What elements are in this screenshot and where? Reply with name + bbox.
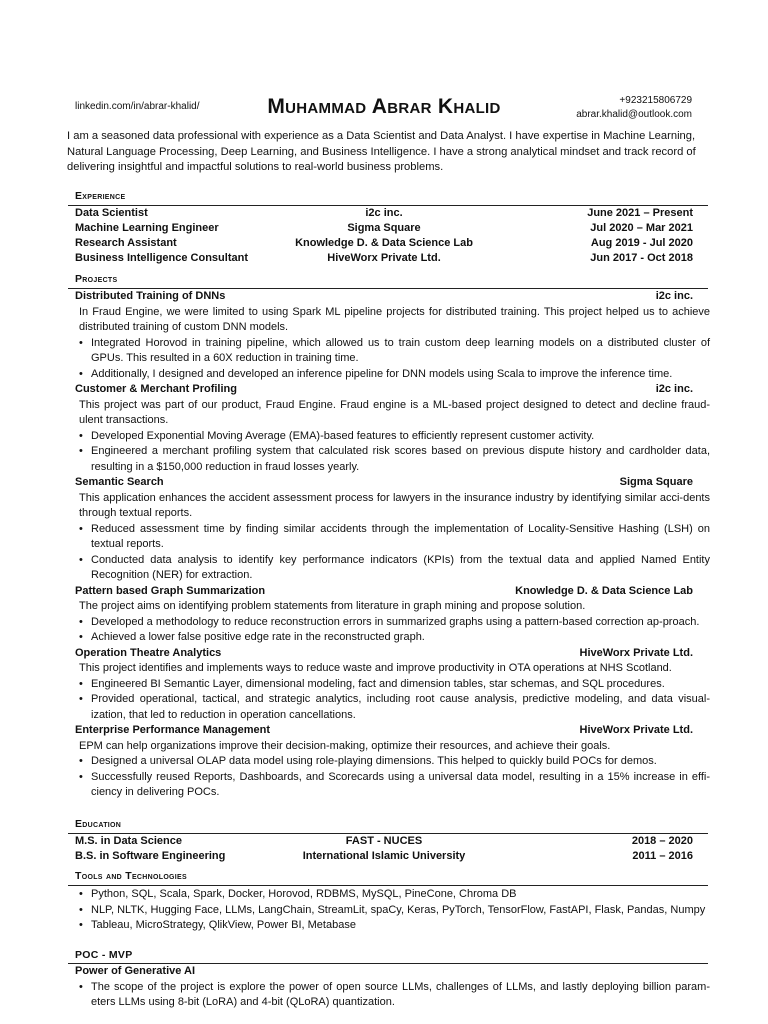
experience-org: i2c inc. [365, 207, 403, 219]
project-header [75, 475, 710, 491]
bullet-item: • Additionally, I designed and developed an inference pipeline for DNN models using Scala to improve the inference time. [75, 367, 710, 383]
experience-row [75, 222, 693, 237]
project-title: Distributed Training of DNNs [75, 290, 226, 302]
linkedin-link[interactable]: linkedin.com/in/abrar-khalid/ [75, 101, 200, 112]
experience-org: HiveWorx Private Ltd. [327, 252, 441, 264]
experience-dates: June 2021 – Present [587, 207, 693, 219]
project-bullets [75, 336, 710, 383]
project-org: i2c inc. [655, 290, 693, 302]
email-address[interactable]: abrar.khalid@outlook.com [576, 109, 692, 120]
project-bullets [75, 522, 710, 584]
tools-rule [68, 885, 708, 886]
project-header [75, 382, 710, 398]
project-org: i2c inc. [655, 383, 693, 395]
education-school: International Islamic University [302, 850, 466, 862]
education-school: FAST - NUCES [345, 835, 423, 847]
bullet-item: • Designed a universal OLAP data model using role-playing dimensions. This helped to quickly build POCs for demos. [75, 754, 710, 770]
education-rule [68, 833, 708, 834]
experience-dates: Aug 2019 - Jul 2020 [590, 237, 693, 249]
poc-bullets [75, 980, 710, 1011]
project-description: This project identifies and implements ways to reduce waste and improve productivity in OTA operations at NHS Scotland. [79, 662, 672, 674]
education-row [75, 835, 693, 850]
bullet-item: • Developed a methodology to reduce reconstruction errors in summarized graphs using a pattern-based correction ap-proach. [75, 615, 710, 631]
projects-list [75, 289, 710, 801]
project-entry [75, 475, 710, 584]
experience-row [75, 237, 693, 252]
tools-heading: Tools and Technologies [75, 870, 187, 882]
project-description: This project was part of our product, Fraud Engine. Fraud engine is a ML-based project designed to detect and decline fraud-ulent transactions. [79, 398, 710, 426]
experience-rule [68, 205, 708, 206]
tools-bullets [75, 887, 710, 934]
poc-section [75, 964, 710, 1011]
experience-role: Machine Learning Engineer [75, 222, 219, 234]
project-description: The project aims on identifying problem statements from literature in graph mining and propose solution. [79, 600, 586, 612]
experience-role: Research Assistant [75, 237, 177, 249]
project-org: Knowledge D. & Data Science Lab [515, 584, 693, 597]
experience-row [75, 207, 693, 222]
experience-heading: Experience [75, 190, 126, 202]
project-entry [75, 646, 710, 724]
project-title: Customer & Merchant Profiling [75, 383, 237, 395]
bullet-item: • Integrated Horovod in training pipeline, which allowed us to train custom deep learning models on a distributed cluster of GPUs. This resulted in a 60X reduction in training time. [75, 336, 710, 367]
education-row [75, 850, 693, 865]
project-header [75, 646, 710, 662]
experience-role: Data Scientist [75, 207, 148, 219]
project-entry [75, 289, 710, 382]
poc-heading: POC - MVP [75, 949, 133, 961]
project-header [75, 723, 710, 739]
project-description: In Fraud Engine, we were limited to using Spark ML pipeline projects for distributed training. This project helped us to achieve distributed training of custom DNN models. [79, 305, 710, 333]
experience-dates: Jun 2017 - Oct 2018 [590, 252, 693, 264]
projects-heading: Projects [75, 273, 118, 285]
project-header [75, 584, 710, 600]
bullet-item: • Developed Exponential Moving Average (EMA)-based features to efficiently represent customer activity. [75, 429, 710, 445]
experience-dates: Jul 2020 – Mar 2021 [590, 222, 693, 234]
education-degree: M.S. in Data Science [75, 835, 182, 847]
experience-org: Sigma Square [347, 222, 421, 234]
bullet-item: • Provided operational, tactical, and strategic analytics, including root cause analysis, predictive modeling, and data visual-ization, that led to reduction in operation cancellations. [75, 692, 710, 723]
bullet-item: • Reduced assessment time by finding similar accidents through the implementation of Locality-Sensitive Hashing (LSH) on textual reports. [75, 522, 710, 553]
project-title: Operation Theatre Analytics [75, 646, 222, 659]
poc-project-title: Power of Generative AI [75, 965, 196, 977]
project-title: Semantic Search [75, 476, 164, 488]
tools-item: • NLP, NLTK, Hugging Face, LLMs, LangChain, StreamLit, spaCy, Keras, PyTorch, TensorFlow, FastAPI, Flask, Pandas, Numpy [75, 903, 710, 919]
tools-item: • Python, SQL, Scala, Spark, Docker, Horovod, RDBMS, MySQL, PineCone, Chroma DB [75, 887, 710, 903]
project-entry [75, 584, 710, 646]
project-org: HiveWorx Private Ltd. [579, 724, 693, 736]
project-entry [75, 382, 710, 475]
project-org: HiveWorx Private Ltd. [579, 646, 693, 659]
bullet-item: • Engineered a merchant profiling system that calculated risk scores based on previous dispute history and cardholder data, resulting in a $150,000 reduction in fraud losses yearly. [75, 444, 710, 475]
project-header [75, 289, 710, 305]
education-dates: 2018 – 2020 [631, 835, 693, 847]
project-description: EPM can help organizations improve their decision-making, optimize their resources, and achieve their goals. [79, 739, 611, 752]
project-bullets [75, 429, 710, 476]
tools-list [75, 887, 710, 934]
project-entry [75, 723, 710, 801]
candidate-name: Muhammad Abrar Khalid [267, 95, 501, 118]
bullet-item: • The scope of the project is explore the power of open source LLMs, challenges of LLMs, and lastly deploying billion param-eters LLMs using 8-bit (LoRA) and 4-bit (QLoRA) quantization. [75, 980, 710, 1011]
project-bullets [75, 615, 710, 646]
project-bullets [75, 754, 710, 801]
experience-row [75, 252, 693, 267]
summary-paragraph: I am a seasoned data professional with experience as a Data Scientist and Data Analyst. I have expertise in Machine Learning, Natural Language Processing, Deep Learning, and Business Intelligence. I have a strong analytical mindset and track record of delivering insightful and impactful solutions to real-world business problems. [67, 130, 696, 173]
education-dates: 2011 – 2016 [632, 850, 693, 862]
project-bullets [75, 677, 710, 724]
bullet-item: • Conducted data analysis to identify key performance indicators (KPIs) from the textual data and applied Named Entity Recognition (NER) for extraction. [75, 553, 710, 584]
bullet-item: • Achieved a lower false positive edge rate in the reconstructed graph. [75, 630, 710, 646]
project-description: This application enhances the accident assessment process for lawyers in the insurance industry by identifying similar acci-dents through textual reports. [79, 491, 710, 519]
tools-item: • Tableau, MicroStrategy, QlikView, Power BI, Metabase [75, 918, 710, 934]
phone-number: +923215806729 [619, 95, 692, 106]
project-title: Enterprise Performance Management [75, 724, 271, 736]
project-title: Pattern based Graph Summarization [75, 584, 266, 597]
bullet-item: • Successfully reused Reports, Dashboards, and Scorecards using a universal data model, resulting in a 15% increase in effi-ciency in delivering POCs. [75, 770, 710, 801]
project-org: Sigma Square [619, 476, 693, 488]
education-degree: B.S. in Software Engineering [75, 850, 226, 862]
education-heading: Education [75, 818, 122, 830]
experience-role: Business Intelligence Consultant [75, 252, 248, 264]
experience-org: Knowledge D. & Data Science Lab [295, 237, 473, 249]
bullet-item: • Engineered BI Semantic Layer, dimensional modeling, fact and dimension tables, star schemas, and SQL procedures. [75, 677, 710, 693]
